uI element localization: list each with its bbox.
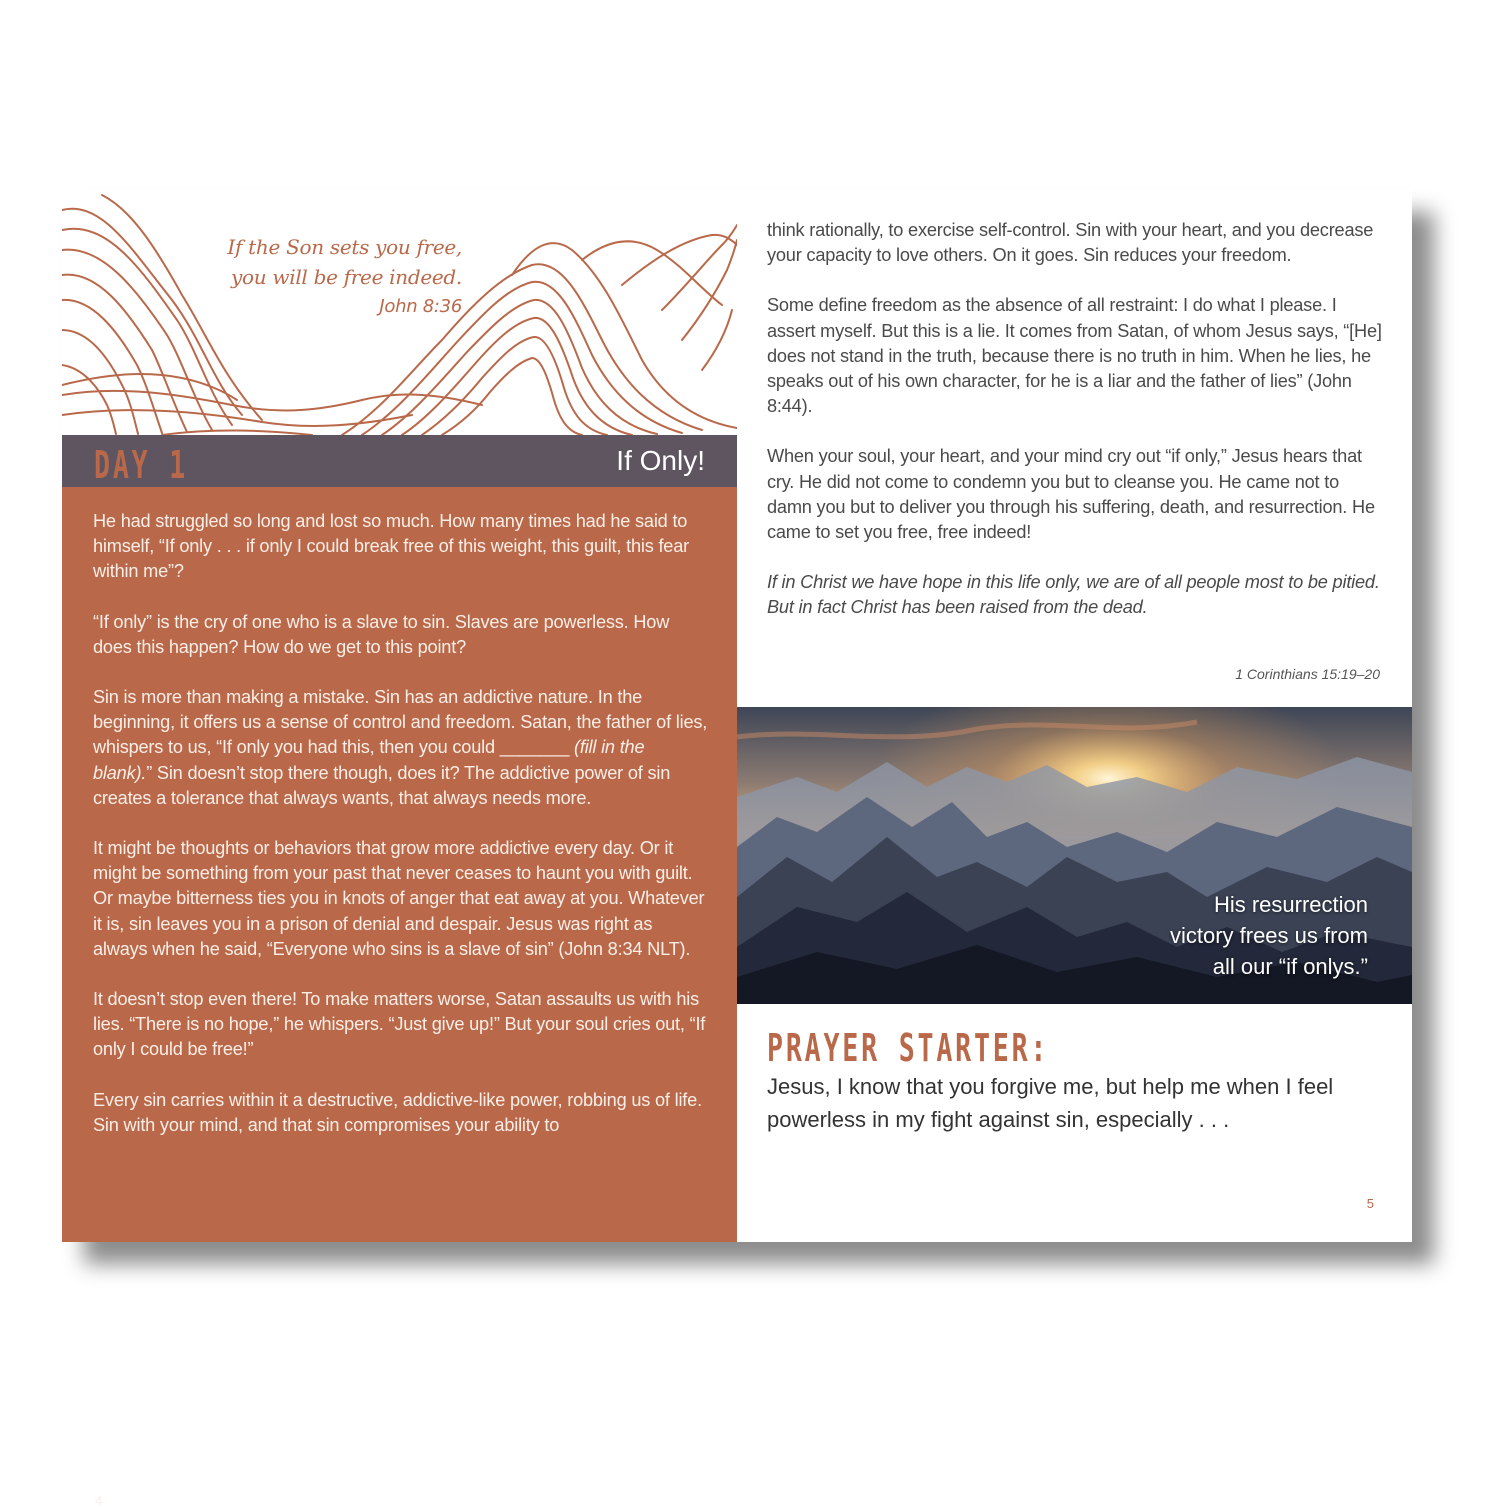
left-page [62, 190, 737, 1508]
photo-caption-line-2: victory frees us from [1169, 923, 1368, 948]
left-body-panel [62, 487, 737, 1508]
page-number-left: 4 [95, 1493, 103, 1508]
verse-block [227, 232, 462, 322]
left-paragraph-2: “If only” is the cry of one who is a slave to sin. Slaves are powerless. How does this happen? How do we get to this point? [93, 611, 670, 657]
right-body-text [767, 218, 1382, 646]
left-paragraph-6: Every sin carries within it a destructive, addictive-like power, robbing us of life. Sin with your mind, and that sin compromises your ability to [93, 1089, 702, 1135]
left-paragraph-3 [93, 685, 708, 811]
day-header-bar [62, 435, 737, 487]
day-title: If Only! [616, 445, 705, 476]
left-paragraph-5: It doesn’t stop even there! To make matters worse, Satan assaults us with his lies. “There is no hope,” he whispers. “Just give up!” But your soul cries out, “If only I could be free!” [93, 989, 706, 1060]
left-paragraph-3-start: Sin is more than making a mistake. Sin has an addictive nature. In the beginning, it offers us a sense of control and freedom. Satan, the father of lies, whispers to us, “If only you had this, then you could _______ [93, 687, 708, 758]
mountain-sunrise-photo [737, 707, 1412, 1004]
photo-caption-line-3: all our “if onlys.” [1212, 954, 1368, 979]
right-paragraph-2: Some define freedom as the absence of all restraint: I do what I please. I assert myself. But this is a lie. It comes from Satan, of whom Jesus says, “[He] does not stand in the truth, because there is no truth in him. When he lies, he speaks out of his own character, for he is a liar and the father of lies” (John 8:44). [767, 295, 1382, 417]
verse-line-1: If the Son sets you free, [227, 235, 462, 259]
fill-in-blank-text: (fill in the blank). [93, 737, 645, 783]
photo-caption-line-1: His resurrection [1213, 892, 1368, 917]
page-number-right: 5 [1366, 1196, 1374, 1211]
prayer-text: Jesus, I know that you forgive me, but help me when I feel powerless in my fight against sin, especially . . . [767, 1074, 1334, 1132]
book-spread [62, 190, 1412, 1508]
prayer-heading: PRAYER STARTER: [767, 1026, 1050, 1070]
right-paragraph-3: When your soul, your heart, and your mind cry out “if only,” Jesus hears that cry. He did not come to condemn you but to cleanse you. He came not to damn you but to deliver you through his suffering, death, and resurrection. He came to set you free, free indeed! [767, 446, 1375, 543]
day-label: DAY 1 [94, 443, 189, 487]
photo-caption [1170, 889, 1368, 982]
verse-reference: John 8:36 [379, 296, 462, 317]
right-paragraph-1: think rationally, to exercise self-control. Sin with your heart, and you decrease your capacity to love others. On it goes. Sin reduces your freedom. [767, 220, 1374, 266]
scripture-quote: If in Christ we have hope in this life only, we are of all people most to be pitied. But in fact Christ has been raised from the dead. [767, 572, 1380, 618]
verse-line-2: you will be free indeed. [231, 265, 462, 289]
left-paragraph-3-end: ” Sin doesn’t stop there though, does it? The addictive power of sin creates a tolerance that always wants, that always needs more. [93, 762, 671, 808]
right-page [737, 190, 1412, 1242]
scripture-reference: 1 Corinthians 15:19–20 [1235, 666, 1380, 682]
left-body-text [93, 509, 708, 1163]
left-paragraph-4: It might be thoughts or behaviors that grow more addictive every day. Or it might be something from your past that never ceases to haunt you with guilt. Or maybe bitterness ties you in knots of anger that eat away at you. Whatever it is, sin leaves you in a prison of denial and despair. Jesus was right as always when he said, “Everyone who sins is a slave of sin” (John 8:34 NLT). [93, 838, 705, 959]
left-paragraph-1: He had struggled so long and lost so much. How many times had he said to himself, “If only . . . if only I could break free of this weight, this guilt, this fear within me”? [93, 511, 689, 582]
